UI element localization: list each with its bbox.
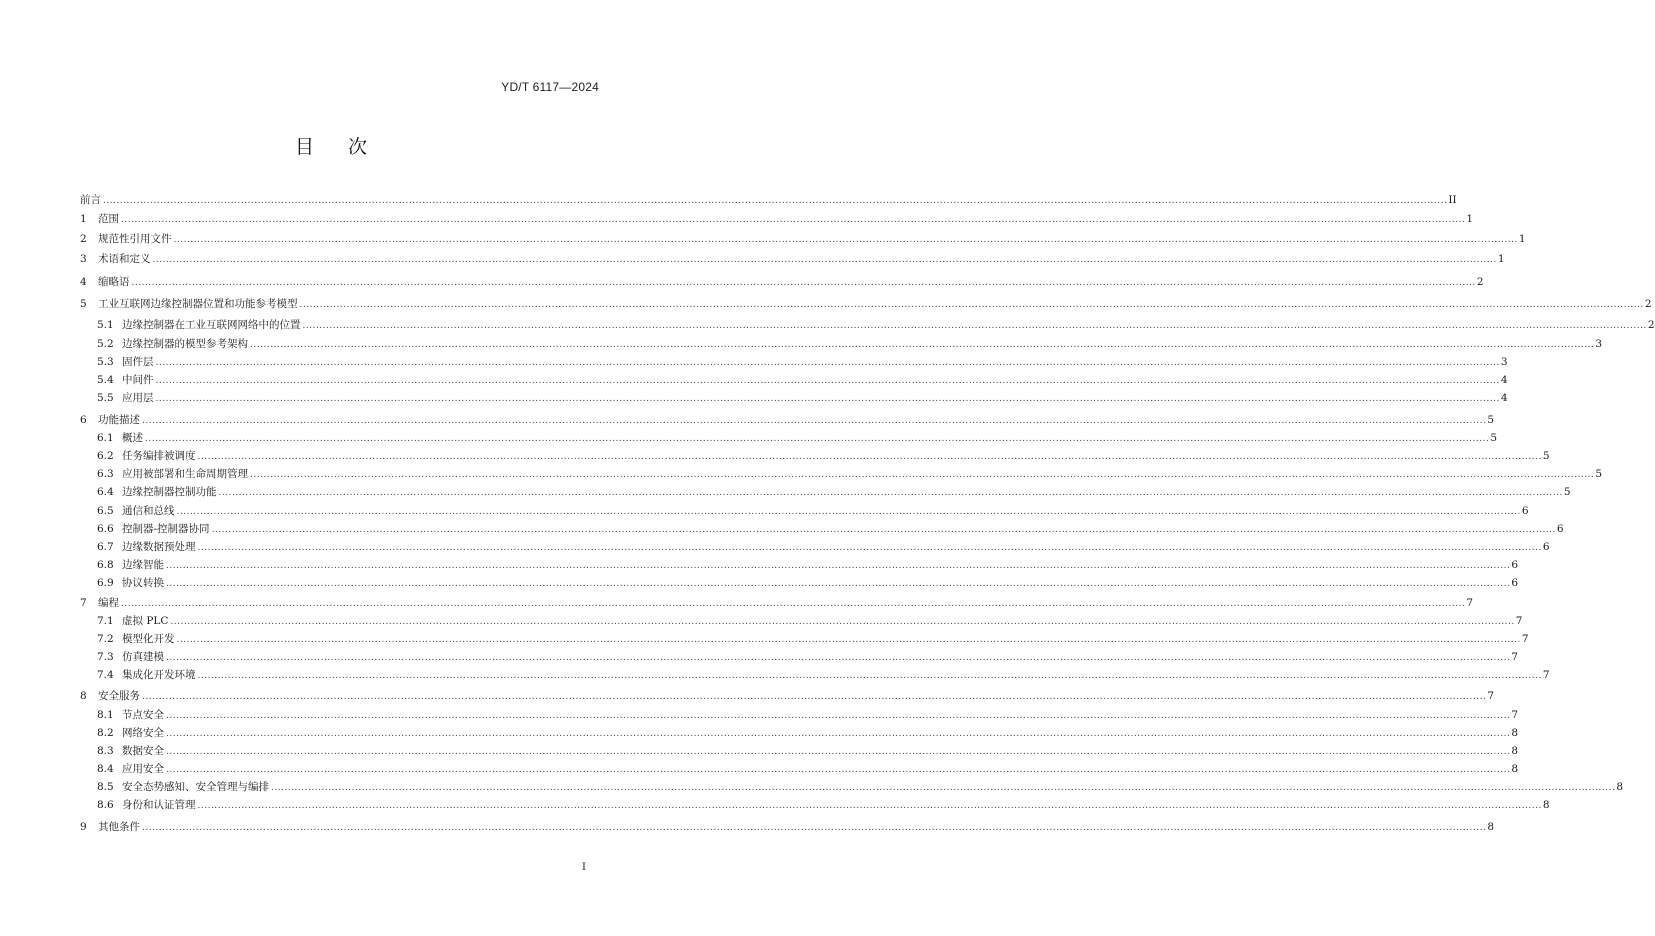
- toc-entry-title: 节点安全: [122, 709, 164, 721]
- toc-entry-title: 边缘智能: [122, 559, 164, 571]
- toc-entry-page: 3: [1595, 338, 1603, 350]
- toc-entry-title: 功能描述: [98, 414, 140, 426]
- toc-entry[interactable]: [97, 354, 1508, 370]
- toc-entry-title: 范围: [98, 213, 119, 225]
- toc-entry-page: 5: [1487, 414, 1495, 426]
- toc-dot-leader: ................................................................................................................................................................................................................................................................................................................................................................................................................: [166, 765, 1511, 775]
- toc-entry-page: 7: [1487, 690, 1495, 702]
- toc-entry-title: 模型化开发: [122, 633, 175, 645]
- toc-dot-leader: ................................................................................................................................................................................................................................................................................................................................................................................................................: [302, 321, 1647, 331]
- toc-dot-leader: ................................................................................................................................................................................................................................................................................................................................................................................................................: [152, 255, 1497, 265]
- toc-entry-number: 5.4: [97, 374, 114, 386]
- toc-dot-leader: ................................................................................................................................................................................................................................................................................................................................................................................................................: [197, 452, 1542, 462]
- toc-entry-page: 8: [1511, 763, 1519, 775]
- toc-entry-number: 6.3: [97, 468, 114, 480]
- toc-entry[interactable]: [80, 688, 1495, 704]
- toc-entry[interactable]: [97, 797, 1550, 813]
- toc-dot-leader: ................................................................................................................................................................................................................................................................................................................................................................................................................: [170, 617, 1515, 627]
- toc-dot-leader: ................................................................................................................................................................................................................................................................................................................................................................................................................: [155, 376, 1500, 386]
- toc-entry[interactable]: [80, 231, 1526, 247]
- toc-entry-number: 7.2: [97, 633, 114, 645]
- toc-dot-leader: ................................................................................................................................................................................................................................................................................................................................................................................................................: [166, 729, 1511, 739]
- toc-entry[interactable]: [97, 761, 1519, 777]
- toc-dot-leader: ................................................................................................................................................................................................................................................................................................................................................................................................................: [218, 488, 1563, 498]
- standard-code: YD/T 6117—2024: [501, 80, 599, 94]
- toc-entry-number: 6: [80, 414, 87, 426]
- toc-entry-page: 5: [1490, 432, 1498, 444]
- toc-entry[interactable]: [97, 503, 1529, 519]
- toc-dot-leader: ................................................................................................................................................................................................................................................................................................................................................................................................................: [155, 358, 1500, 368]
- toc-dot-leader: ................................................................................................................................................................................................................................................................................................................................................................................................................: [142, 416, 1487, 426]
- toc-entry-title: 协议转换: [122, 577, 164, 589]
- toc-entry[interactable]: [97, 649, 1519, 665]
- toc-dot-leader: ................................................................................................................................................................................................................................................................................................................................................................................................................: [121, 599, 1466, 609]
- toc-entry[interactable]: [97, 390, 1508, 406]
- toc-entry-number: 3: [80, 253, 87, 265]
- toc-entry-title: 应用安全: [122, 763, 164, 775]
- toc-entry-title: 前言: [80, 194, 101, 206]
- toc-entry[interactable]: [97, 466, 1603, 482]
- page-number: I: [582, 862, 586, 873]
- toc-entry-title: 边缘控制器控制功能: [122, 486, 217, 498]
- toc-dot-leader: ................................................................................................................................................................................................................................................................................................................................................................................................................: [211, 525, 1556, 535]
- toc-dot-leader: ................................................................................................................................................................................................................................................................................................................................................................................................................: [197, 671, 1542, 681]
- toc-dot-leader: ................................................................................................................................................................................................................................................................................................................................................................................................................: [166, 653, 1511, 663]
- toc-entry-title: 工业互联网边缘控制器位置和功能参考模型: [98, 298, 298, 310]
- toc-entry-page: 7: [1515, 615, 1523, 627]
- toc-entry-title: 边缘控制器的模型参考架构: [122, 338, 248, 350]
- toc-entry-number: 6.4: [97, 486, 114, 498]
- toc-entry-page: 8: [1542, 799, 1550, 811]
- toc-entry[interactable]: [80, 211, 1474, 227]
- toc-dot-leader: ................................................................................................................................................................................................................................................................................................................................................................................................................: [166, 747, 1511, 757]
- toc-entry[interactable]: [97, 613, 1523, 629]
- toc-entry[interactable]: [97, 484, 1571, 500]
- toc-entry-number: 8: [80, 690, 87, 702]
- toc-entry-page: 6: [1511, 577, 1519, 589]
- toc-entry-number: 7.3: [97, 651, 114, 663]
- toc-dot-leader: ................................................................................................................................................................................................................................................................................................................................................................................................................: [176, 635, 1521, 645]
- toc-entry-title: 数据安全: [122, 745, 164, 757]
- toc-entry-title: 集成化开发环境: [122, 669, 196, 681]
- toc-dot-leader: ................................................................................................................................................................................................................................................................................................................................................................................................................: [155, 394, 1500, 404]
- toc-entry[interactable]: [80, 412, 1495, 428]
- toc-entry[interactable]: [97, 448, 1550, 464]
- toc-entry-number: 8.1: [97, 709, 114, 721]
- toc-entry[interactable]: [97, 631, 1529, 647]
- toc-entry-number: 7: [80, 597, 87, 609]
- toc-dot-leader: ................................................................................................................................................................................................................................................................................................................................................................................................................: [197, 543, 1542, 553]
- toc-entry-title: 规范性引用文件: [98, 233, 172, 245]
- toc-entry-page: 3: [1500, 356, 1508, 368]
- toc-entry[interactable]: [80, 251, 1505, 267]
- toc-entry-title: 应用层: [122, 392, 154, 404]
- toc-entry-number: 7.4: [97, 669, 114, 681]
- toc-entry-number: 6.2: [97, 450, 114, 462]
- toc-entry[interactable]: [97, 707, 1519, 723]
- toc-entry-number: 6.6: [97, 523, 114, 535]
- toc-entry-title: 应用被部署和生命周期管理: [122, 468, 248, 480]
- toc-entry-page: 5: [1563, 486, 1571, 498]
- toc-entry-number: 5.2: [97, 338, 114, 350]
- toc-entry[interactable]: [97, 743, 1519, 759]
- toc-entry[interactable]: [80, 192, 1457, 208]
- toc-entry-title: 概述: [122, 432, 143, 444]
- toc-entry-number: 8.2: [97, 727, 114, 739]
- toc-entry-number: 2: [80, 233, 87, 245]
- toc-entry-number: 6.5: [97, 505, 114, 517]
- toc-entry[interactable]: [97, 336, 1603, 352]
- toc-dot-leader: ................................................................................................................................................................................................................................................................................................................................................................................................................: [103, 196, 1448, 206]
- toc-entry[interactable]: [80, 595, 1474, 611]
- toc-entry-page: 4: [1500, 374, 1508, 386]
- toc-entry-number: 8.4: [97, 763, 114, 775]
- toc-entry[interactable]: [97, 521, 1564, 537]
- toc-entry-page: 6: [1511, 559, 1519, 571]
- toc-entry-title: 编程: [98, 597, 119, 609]
- toc-entry[interactable]: [97, 539, 1550, 555]
- toc-entry-number: 6.7: [97, 541, 114, 553]
- toc-dot-leader: ................................................................................................................................................................................................................................................................................................................................................................................................................: [145, 434, 1490, 444]
- toc-dot-leader: ................................................................................................................................................................................................................................................................................................................................................................................................................: [299, 300, 1644, 310]
- toc-entry-page: 2: [1476, 276, 1484, 288]
- toc-dot-leader: ................................................................................................................................................................................................................................................................................................................................................................................................................: [142, 692, 1487, 702]
- toc-entry-title: 身份和认证管理: [122, 799, 196, 811]
- toc-entry-page: 2: [1647, 319, 1655, 331]
- toc-entry-page: 6: [1556, 523, 1564, 535]
- toc-entry-page: 8: [1511, 745, 1519, 757]
- toc-entry-number: 5.5: [97, 392, 114, 404]
- toc-entry-title: 术语和定义: [98, 253, 151, 265]
- toc-dot-leader: ................................................................................................................................................................................................................................................................................................................................................................................................................: [131, 278, 1476, 288]
- toc-entry[interactable]: [80, 274, 1484, 290]
- toc-entry-title: 边缘控制器在工业互联网网络中的位置: [122, 319, 301, 331]
- toc-entry-page: 6: [1521, 505, 1529, 517]
- toc-dot-leader: ................................................................................................................................................................................................................................................................................................................................................................................................................: [173, 235, 1518, 245]
- toc-entry-title: 通信和总线: [122, 505, 175, 517]
- toc-entry-number: 8.5: [97, 781, 114, 793]
- toc-entry[interactable]: [80, 296, 1652, 312]
- toc-entry[interactable]: [97, 317, 1655, 333]
- toc-entry-number: 7.1: [97, 615, 114, 627]
- toc-title: 目次: [294, 136, 401, 158]
- toc-entry-title: 其他条件: [98, 821, 140, 833]
- toc-entry-title: 边缘数据预处理: [122, 541, 196, 553]
- toc-dot-leader: ................................................................................................................................................................................................................................................................................................................................................................................................................: [271, 783, 1616, 793]
- toc-entry-title: 任务编排被调度: [122, 450, 196, 462]
- toc-entry-page: 7: [1511, 709, 1519, 721]
- toc-entry-title: 安全服务: [98, 690, 140, 702]
- toc-entry[interactable]: [97, 575, 1519, 591]
- toc-entry-number: 4: [80, 276, 87, 288]
- toc-entry-number: 1: [80, 213, 87, 225]
- toc-entry-page: 7: [1521, 633, 1529, 645]
- toc-entry-page: 1: [1518, 233, 1526, 245]
- toc-entry-title: 中间件: [122, 374, 154, 386]
- toc-entry-title: 控制器-控制器协同: [122, 523, 210, 535]
- toc-entry-page: 7: [1542, 669, 1550, 681]
- toc-dot-leader: ................................................................................................................................................................................................................................................................................................................................................................................................................: [166, 711, 1511, 721]
- toc-entry-page: 6: [1542, 541, 1550, 553]
- toc-entry-title: 安全态势感知、安全管理与编排: [122, 781, 269, 793]
- toc-entry-page: 5: [1542, 450, 1550, 462]
- toc-dot-leader: ................................................................................................................................................................................................................................................................................................................................................................................................................: [121, 215, 1466, 225]
- toc-entry-number: 5.3: [97, 356, 114, 368]
- toc-entry-title: 网络安全: [122, 727, 164, 739]
- toc-entry-page: 8: [1511, 727, 1519, 739]
- toc-entry-page: 8: [1616, 781, 1624, 793]
- toc-dot-leader: ................................................................................................................................................................................................................................................................................................................................................................................................................: [250, 340, 1595, 350]
- toc-entry-title: 固件层: [122, 356, 154, 368]
- toc-entry-number: 6.1: [97, 432, 114, 444]
- toc-entry-title: 缩略语: [98, 276, 130, 288]
- toc-dot-leader: ................................................................................................................................................................................................................................................................................................................................................................................................................: [142, 823, 1487, 833]
- toc-entry[interactable]: [80, 819, 1495, 835]
- toc-entry-number: 9: [80, 821, 87, 833]
- toc-entry-number: 5.1: [97, 319, 114, 331]
- toc-entry-page: II: [1448, 194, 1457, 206]
- toc-entry-number: 6.9: [97, 577, 114, 589]
- toc-entry-page: 4: [1500, 392, 1508, 404]
- toc-entry-page: 1: [1466, 213, 1474, 225]
- toc-entry-page: 7: [1466, 597, 1474, 609]
- toc-dot-leader: ................................................................................................................................................................................................................................................................................................................................................................................................................: [176, 507, 1521, 517]
- toc-entry[interactable]: [97, 557, 1519, 573]
- toc-entry-page: 5: [1595, 468, 1603, 480]
- toc-entry[interactable]: [97, 725, 1519, 741]
- toc-entry-page: 2: [1644, 298, 1652, 310]
- toc-entry-number: 8.3: [97, 745, 114, 757]
- toc-entry[interactable]: [97, 667, 1550, 683]
- toc-entry-number: 8.6: [97, 799, 114, 811]
- toc-entry-page: 8: [1487, 821, 1495, 833]
- toc-entry-number: 6.8: [97, 559, 114, 571]
- toc-entry-number: 5: [80, 298, 87, 310]
- toc-dot-leader: ................................................................................................................................................................................................................................................................................................................................................................................................................: [250, 470, 1595, 480]
- toc-dot-leader: ................................................................................................................................................................................................................................................................................................................................................................................................................: [166, 561, 1511, 571]
- toc-dot-leader: ................................................................................................................................................................................................................................................................................................................................................................................................................: [197, 801, 1542, 811]
- toc-entry[interactable]: [97, 779, 1624, 795]
- toc-entry-title: 仿真建模: [122, 651, 164, 663]
- toc-dot-leader: ................................................................................................................................................................................................................................................................................................................................................................................................................: [166, 579, 1511, 589]
- toc-entry-title: 虚拟 PLC: [122, 615, 169, 627]
- toc-entry[interactable]: [97, 372, 1508, 388]
- toc-entry[interactable]: [97, 430, 1498, 446]
- toc-entry-page: 7: [1511, 651, 1519, 663]
- toc-entry-page: 1: [1497, 253, 1505, 265]
